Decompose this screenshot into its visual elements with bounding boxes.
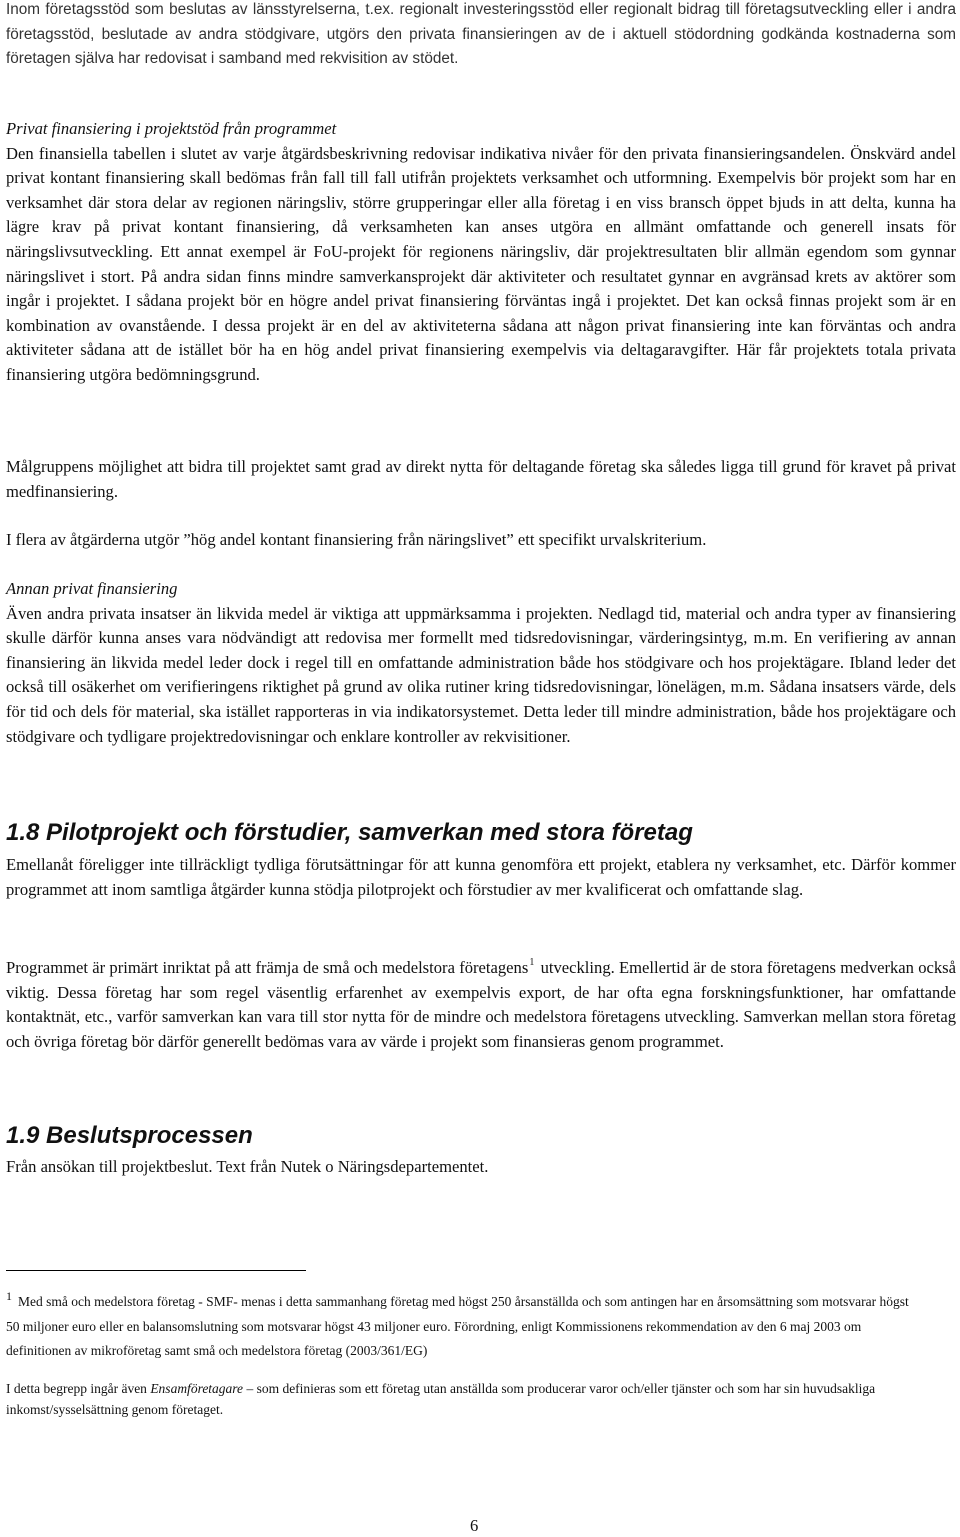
- urvalskriterium-paragraph: I flera av åtgärderna utgör ”hög andel kontant finansiering från näringslivet” ett specifikt urvalskriterium.: [6, 530, 707, 549]
- footnote-mark: 1: [6, 1289, 12, 1303]
- privat-finansiering-title: Privat finansiering i projektstöd från programmet: [6, 119, 337, 138]
- intro-block: [6, 0, 956, 72]
- section-1-9-para-block: [6, 1155, 956, 1180]
- footnote-2-term: Ensamföretagare: [150, 1381, 244, 1396]
- privat-finansiering-section: [6, 117, 956, 388]
- section-1-8-para1-block: [6, 853, 956, 902]
- footnote-1-text: Med små och medelstora företag - SMF- menas i detta sammanhang företag med högst 250 årsanställda och som antingen har en årsomsättning som motsvarar högst 50 miljoner euro eller en balansomslutning som motsvarar högst 43 miljoner euro. Förordning, enligt Kommissionens rekommendation av den 6 maj 2003 om definitionen av mikroföretag samt små och medelstora företag (2003/361/EG): [6, 1294, 909, 1358]
- footnote-ref: 1: [529, 957, 535, 968]
- section-1-8-heading: 1.8 Pilotprojekt och förstudier, samverkan med stora företag: [6, 819, 693, 846]
- section-1-8-para1: Emellanåt föreligger inte tillräckligt tydliga förutsättningar för att kunna genomföra ett projekt, etablera ny verksamhet, etc. Därför kommer programmet att inom samtliga åtgärder kunna stödja pilotprojekt och förstudier av mer kvalificerat och omfattande slag.: [6, 855, 956, 899]
- section-1-9-heading: 1.9 Beslutsprocessen: [6, 1122, 253, 1149]
- malgrupp-paragraph: Målgruppens möjlighet att bidra till projektet samt grad av direkt nytta för deltagande företag ska således ligga till grund för kravet på privat medfinansiering.: [6, 457, 956, 501]
- annan-finansiering-body: Även andra privata insatser än likvida medel är viktiga att uppmärksamma i projekten. Nedlagd tid, material och andra typer av finansiering skulle därför kunna anses vara nödvändigt att redovisa mer formellt med tidsredovisningar, värderingsintyg, m.m. En verifiering av annan finansiering än likvida medel leder dock i regel till en omfattande administration både hos stödgivare och hos projektägare. Ibland leder det också till osäkerhet om verifieringens riktighet på grund av olika rutiner kring tidsredovisningar, lönelägen, m.m. Sådana insatsers värde, dels för tid och dels för material, ska istället rapporteras in via indikatorsystemet. Detta leder till mindre administration, både hos projektägare och stödgivare och tydligare projektredovisningar och enklare kontroller av rekvisitioner.: [6, 603, 956, 746]
- para2-start: Programmet är primärt inriktat på att främja de små och medelstora företagens: [6, 958, 529, 977]
- para2-end: utveckling. Emellertid är de stora företagens medverkan också viktig. Dessa företag har som regel väsentlig erfarenhet av exempelvis export, de har ofta egna forskningsfunktioner, har omfattande kontaktnät, etc., varför samverkan kan vara till stor nytta för de mindre och medelstora företagens utveckling. Samverkan mellan stora företag och övriga företag bör därför generellt bedömas vara av värde i projekt som finansieras genom programmet.: [6, 958, 956, 1051]
- flera-block: [6, 528, 956, 553]
- malgrupp-block: [6, 455, 956, 504]
- section-1-8-para2: [6, 951, 956, 1054]
- section-1-8-para2-block: [6, 951, 956, 1054]
- section-1-9-para: Från ansökan till projektbeslut. Text från Nutek o Näringsdepartementet.: [6, 1157, 489, 1176]
- footnote-2-start: I detta begrepp ingår även: [6, 1381, 151, 1396]
- footnote-1: [6, 1284, 916, 1364]
- footnote-divider: [6, 1270, 306, 1271]
- privat-finansiering-body: Den finansiella tabellen i slutet av varje åtgärdsbeskrivning redovisar indikativa nivåer för den privata finansieringsandelen. Önskvärd andel privat kontant finansiering skall bedömas från fall till fall utifrån projektets verksamhet och utformning. Exempelvis bör projekt som har en verksamhet där stora delar av regionen näringsliv, större grupperingar eller alla företag i en viss bransch öppet bjuds in att delta, kunna ha lägre krav på privat kontant finansiering, då verksamheten kan anses utgöra en allmänt omfattande och generell insats för näringslivsutveckling. Ett annat exempel är FoU-projekt för regionens näringsliv, där projektresultaten blir allmän egendom som gynnar näringslivet i stort. På andra sidan finns mindre samverkansprojekt där aktiviteter och resultatet gynnar en avgränsad krets av aktörer som ingår i projektet. I sådana projekt bör en högre andel privat finansiering förväntas ingå i projektet. Det kan också finnas projekt som är en kombination av ovanstående. I dessa projekt är en del av aktiviteterna sådana att någon privat finansiering inte kan förväntas och andra aktiviteter sådana att de istället bör ha en hög andel privat finansiering exempelvis via deltagaravgifter. Här får projektets totala privata finansiering utgöra bedömningsgrund.: [6, 143, 956, 384]
- annan-finansiering-section: [6, 577, 956, 749]
- intro-paragraph: Inom företagsstöd som beslutas av länsstyrelserna, t.ex. regionalt investeringsstöd eller regionalt bidrag till företagsutveckling eller i andra företagsstöd, beslutade av andra stödgivare, utgörs den privata finansieringen av de i aktuell stödordning godkända kostnaderna som företagen själva har redovisat i samband med rekvisition av stödet.: [6, 1, 956, 68]
- footnote-2: [6, 1378, 951, 1420]
- footnote-2-end: – som definieras som ett företag utan anställda som producerar varor och/eller tjänster och som har sin huvudsakliga inkomst/sysselsättning genom företaget.: [6, 1381, 876, 1417]
- page-number: 6: [470, 1516, 479, 1535]
- annan-finansiering-title: Annan privat finansiering: [6, 579, 178, 598]
